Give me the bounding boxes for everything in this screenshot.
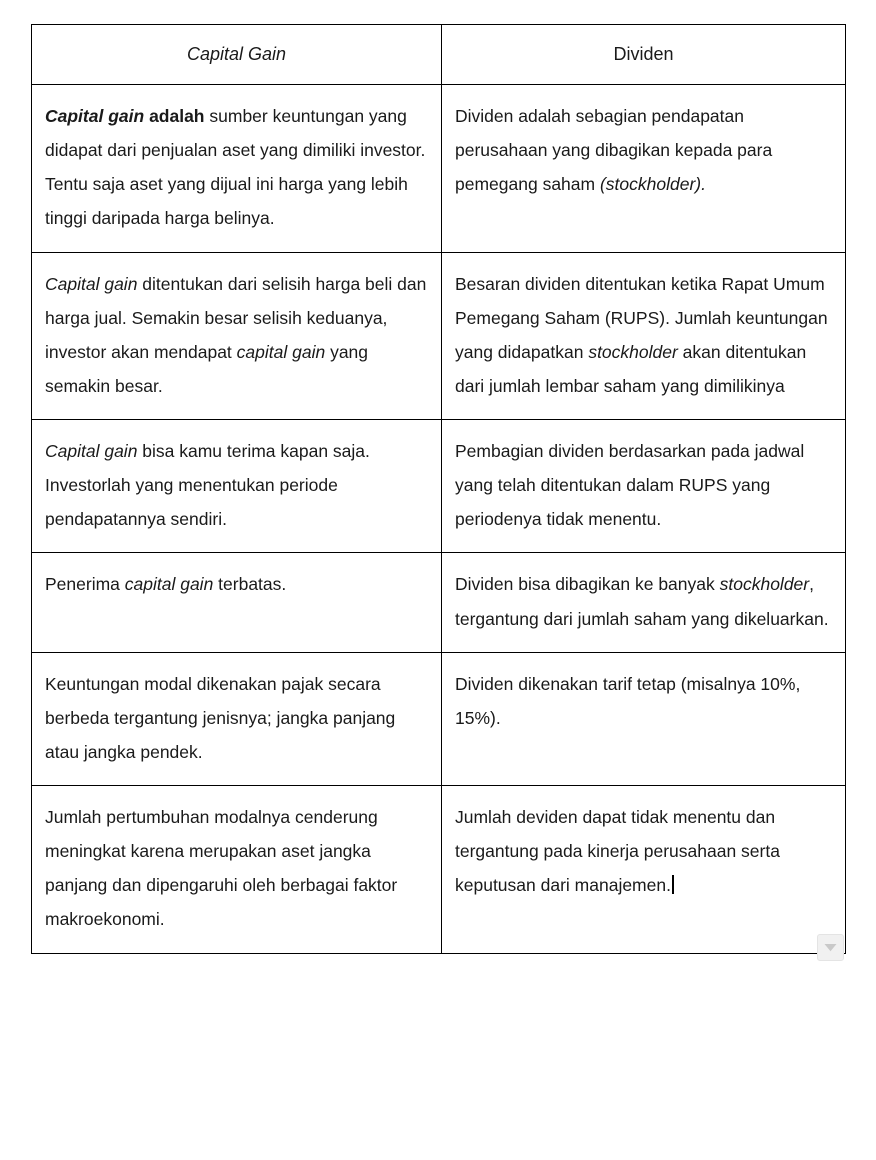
cell-capital-gain-3[interactable] xyxy=(32,420,442,553)
cell-capital-gain-6[interactable] xyxy=(32,786,442,954)
text-fragment: adalah xyxy=(149,106,205,127)
table-row xyxy=(32,786,846,954)
text-fragment: (stockholder). xyxy=(599,174,706,195)
cell-capital-gain-1[interactable] xyxy=(32,85,442,253)
text-fragment: Capital gain xyxy=(45,273,138,294)
cell-dividen-3[interactable] xyxy=(442,420,846,553)
cell-capital-gain-5[interactable] xyxy=(32,652,442,785)
cell-dropdown-handle[interactable] xyxy=(817,934,844,961)
text-fragment: capital gain xyxy=(236,341,326,362)
text-fragment: capital gain xyxy=(124,574,214,595)
table-header xyxy=(32,25,846,85)
comparison-table xyxy=(31,24,846,954)
table-row xyxy=(32,652,846,785)
text-fragment: Dividen bisa dibagikan ke banyak xyxy=(455,574,720,595)
column-header-capital-gain: Capital Gain xyxy=(32,25,442,85)
text-fragment: akan ditentukan dari jumlah lembar saham yang dimilikinya xyxy=(455,341,812,396)
text-fragment: Pembagian dividen berdasarkan pada jadwal yang telah ditentukan dalam RUPS yang periodenya tidak menentu. xyxy=(455,441,810,530)
table-row xyxy=(32,252,846,420)
cell-dividen-2[interactable] xyxy=(442,252,846,420)
text-fragment: Dividen adalah sebagian pendapatan perusahaan yang dibagikan kepada para pemegang saham xyxy=(455,106,778,195)
chevron-down-icon xyxy=(824,943,837,952)
cell-dividen-6[interactable] xyxy=(442,786,846,954)
table-header-row xyxy=(32,25,846,85)
text-fragment: bisa kamu terima kapan saja. Investorlah yang menentukan periode pendapatannya sendiri. xyxy=(45,441,375,530)
text-fragment: Keuntungan modal dikenakan pajak secara berbeda tergantung jenisnya; jangka panjang atau jangka pendek. xyxy=(45,673,401,762)
text-fragment: Jumlah deviden dapat tidak menentu dan tergantung pada kinerja perusahaan serta keputusan dari manajemen. xyxy=(455,807,785,896)
text-fragment: sumber keuntungan yang didapat dari penjualan aset yang dimiliki investor. Tentu saja aset yang dijual ini harga yang lebih tinggi daripada harga belinya. xyxy=(45,106,430,229)
text-fragment: stockholder xyxy=(719,574,810,595)
table-body xyxy=(32,85,846,954)
cell-capital-gain-2[interactable] xyxy=(32,252,442,420)
text-fragment: Capital gain xyxy=(45,106,145,127)
text-fragment: terbatas. xyxy=(213,574,287,595)
text-fragment: , tergantung dari jumlah saham yang dikeluarkan. xyxy=(455,574,829,629)
text-fragment: yang semakin besar. xyxy=(45,341,373,396)
cell-dividen-1[interactable] xyxy=(442,85,846,253)
text-fragment: Penerima xyxy=(45,574,125,595)
text-fragment: Capital gain xyxy=(45,441,138,462)
text-fragment: ditentukan dari selisih harga beli dan harga jual. Semakin besar selisih keduanya, investor akan mendapat xyxy=(45,273,432,362)
text-fragment: Jumlah pertumbuhan modalnya cenderung meningkat karena merupakan aset jangka panjang dan dipengaruhi oleh berbagai faktor makroekonomi. xyxy=(45,807,403,930)
column-header-dividen: Dividen xyxy=(442,25,846,85)
text-cursor xyxy=(672,875,674,894)
table-row xyxy=(32,420,846,553)
text-fragment: Dividen dikenakan tarif tetap (misalnya 10%, 15%). xyxy=(455,673,806,728)
table-row xyxy=(32,553,846,652)
table-row xyxy=(32,85,846,253)
text-fragment: stockholder xyxy=(588,341,678,362)
cell-capital-gain-4[interactable] xyxy=(32,553,442,652)
cell-dividen-5[interactable] xyxy=(442,652,846,785)
text-fragment: Besaran dividen ditentukan ketika Rapat Umum Pemegang Saham (RUPS). Jumlah keuntungan yang didapatkan xyxy=(455,273,833,362)
cell-dividen-4[interactable] xyxy=(442,553,846,652)
